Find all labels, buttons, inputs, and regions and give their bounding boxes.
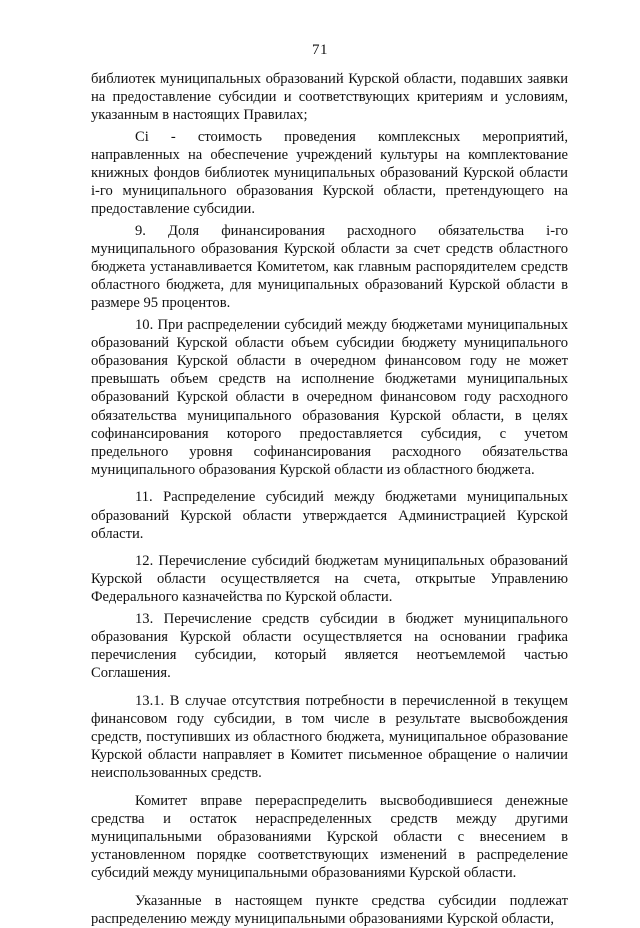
- paragraph-item-13-1: 13.1. В случае отсутствия потребности в перечисленной в текущем финансовом году субсидии, в том числе в результате высвобождения средств, поступивших из областного бюджета, муниципальное образование Курской области направляет в Комитет письменное обращение о наличии неиспользованных средств.: [91, 692, 568, 782]
- paragraph-funds-distribution: Указанные в настоящем пункте средства субсидии подлежат распределению между муниципальными образованиями Курской области,: [91, 892, 568, 927]
- paragraph-item-13: 13. Перечисление средств субсидии в бюджет муниципального образования Курской области осуществляется на основании графика перечисления субсидии, который является неотъемлемой частью Соглашения.: [91, 610, 568, 682]
- paragraph-committee: Комитет вправе перераспределить высвободившиеся денежные средства и остаток нераспределенных средств между другими муниципальными образованиями Курской области с внесением в установленном порядке соответствующих изменений в распределение субсидий между муниципальными образованиями Курской области.: [91, 792, 568, 882]
- paragraph-ci-definition: Ci - стоимость проведения комплексных мероприятий, направленных на обеспечение учреждений культуры на комплектование книжных фондов библиотек муниципальных образований Курской области i-го муниципального образования Курской области, претендующего на предоставление субсидии.: [91, 128, 568, 218]
- paragraph-item-11: 11. Распределение субсидий между бюджетами муниципальных образований Курской области утверждается Администрацией Курской области.: [91, 489, 568, 542]
- page-number: 71: [312, 42, 328, 58]
- document-body: [91, 70, 568, 928]
- paragraph-continuation: библиотек муниципальных образований Курской области, подавших заявки на предоставление субсидии и соответствующих критериям и условиям, указанным в настоящих Правилах;: [91, 71, 568, 124]
- paragraph-item-10: 10. При распределении субсидий между бюджетами муниципальных образований Курской области объем субсидии бюджету муниципального образования Курской области в очередном финансовом году не может превышать объем средств на исполнение бюджетами муниципальных образований Курской области в очередном финансовом году расходного обязательства муниципального образования Курской области, в целях софинансирования которого предоставляется субсидия, с учетом предельного уровня софинансирования расходного обязательства муниципального образования Курской области из областного бюджета.: [91, 316, 568, 479]
- paragraph-item-12: 12. Перечисление субсидий бюджетам муниципальных образований Курской области осуществляется на счета, открытые Управлению Федерального казначейства по Курской области.: [91, 553, 568, 606]
- paragraph-item-9: 9. Доля финансирования расходного обязательства i-го муниципального образования Курской области за счет средств областного бюджета устанавливается Комитетом, как главным распорядителем средств областного бюджета, для муниципальных образований Курской области в размере 95 процентов.: [91, 222, 568, 312]
